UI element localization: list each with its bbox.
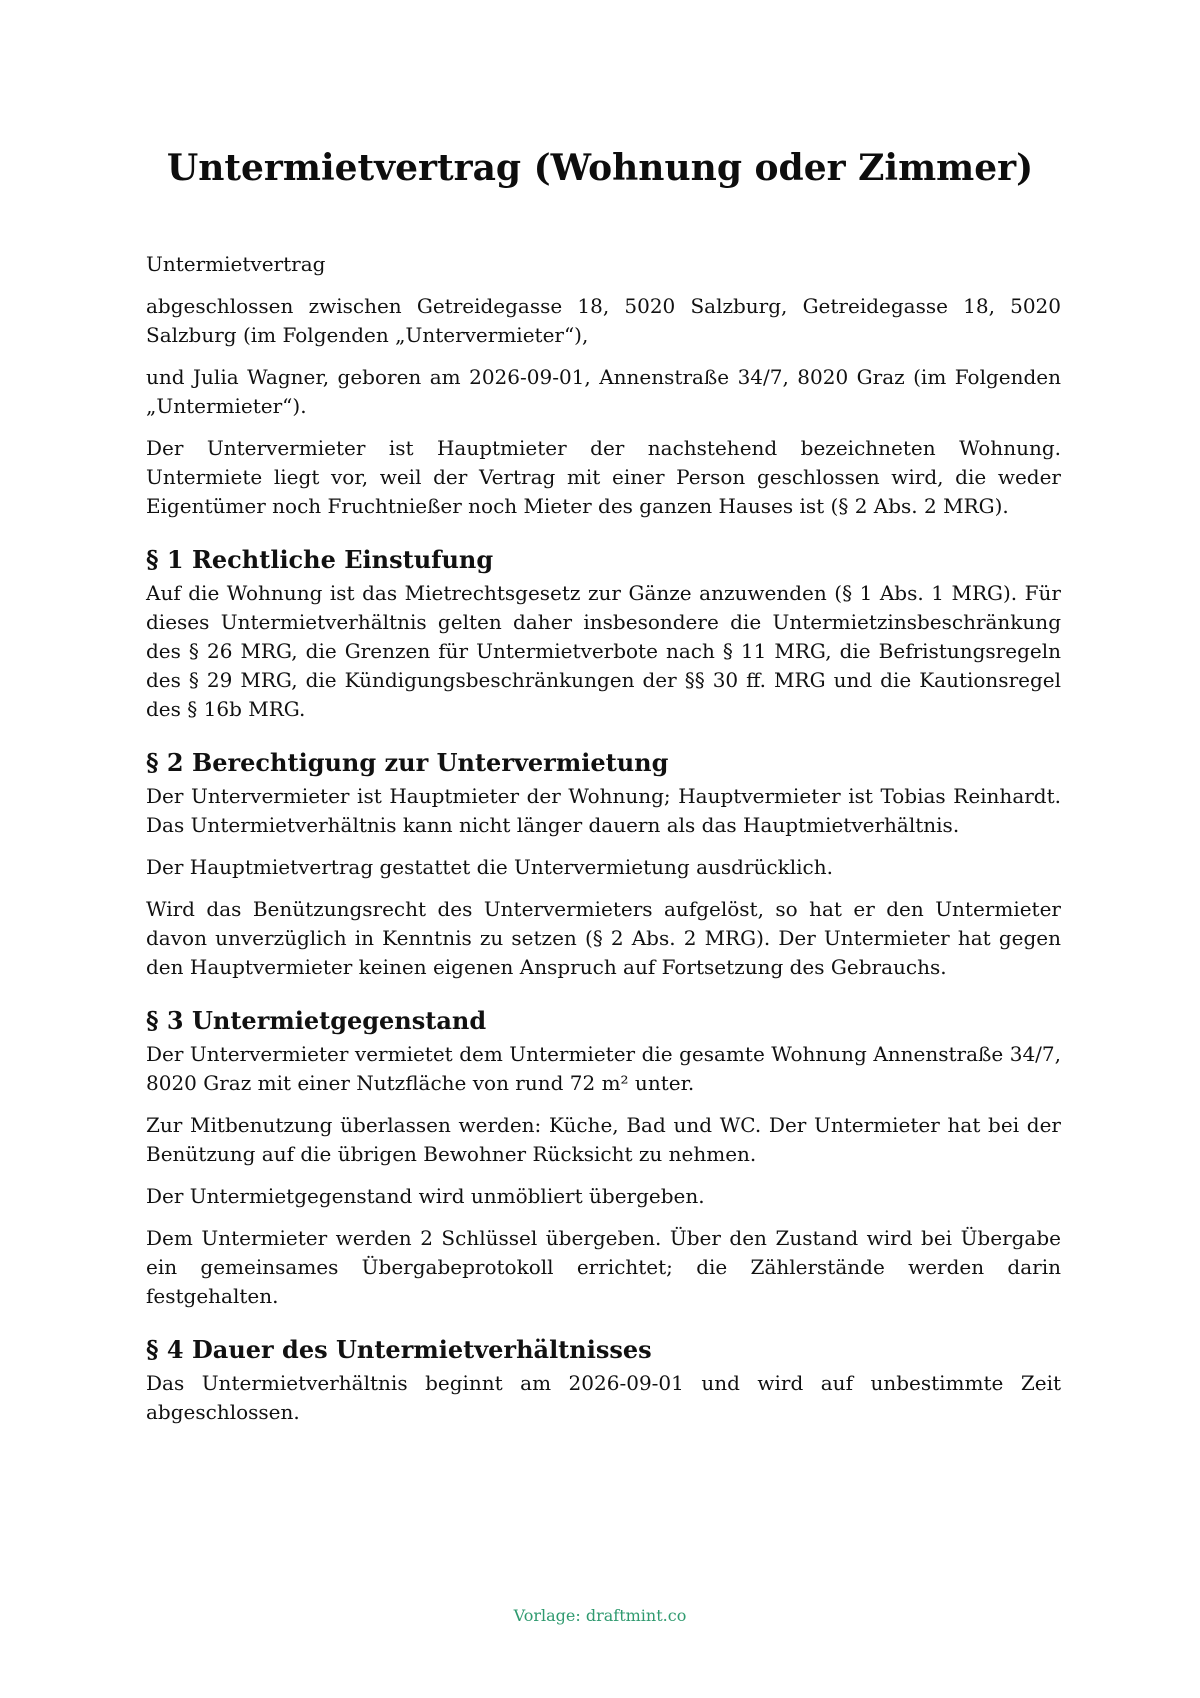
intro-subletting-note: Der Untervermieter ist Hauptmieter der nachstehend bezeichneten Wohnung. Untermiete liegt vor, weil der Vertrag mit einer Person geschlossen wird, die weder Eigentümer noch Fruchtnießer noch Mieter des ganzen Hauses ist (§ 2 Abs. 2 MRG).	[146, 436, 1061, 518]
section-heading-1: § 1 Rechtliche Einstufung	[146, 545, 494, 574]
section-heading-3: § 3 Untermietgegenstand	[146, 1006, 487, 1035]
section-2-paragraph: Wird das Benützungsrecht des Untervermieters aufgelöst, so hat er den Untermieter davon unverzüglich in Kenntnis zu setzen (§ 2 Abs. 2 MRG). Der Untermieter hat gegen den Hauptvermieter keinen eigenen Anspruch auf Fortsetzung des Gebrauchs.	[146, 897, 1061, 979]
section-heading-4: § 4 Dauer des Untermietverhältnisses	[146, 1335, 652, 1364]
intro-parties-tenant: und Julia Wagner, geboren am 2026-09-01, Annenstraße 34/7, 8020 Graz (im Folgenden „Untermieter“).	[146, 365, 1061, 418]
section-3-paragraph: Zur Mitbenutzung überlassen werden: Küche, Bad und WC. Der Untermieter hat bei der Benützung auf die übrigen Bewohner Rücksicht zu nehmen.	[146, 1113, 1061, 1166]
section-3-paragraph: Der Untermietgegenstand wird unmöbliert übergeben.	[146, 1184, 705, 1208]
intro-parties-landlord: abgeschlossen zwischen Getreidegasse 18, 5020 Salzburg, Getreidegasse 18, 5020 Salzburg (im Folgenden „Untervermieter“),	[146, 294, 1061, 347]
template-source-footer: Vorlage: draftmint.co	[513, 1606, 687, 1625]
section-2-paragraph: Der Hauptmietvertrag gestattet die Untervermietung ausdrücklich.	[146, 855, 833, 879]
section-3-paragraph: Dem Untermieter werden 2 Schlüssel übergeben. Über den Zustand wird bei Übergabe ein gemeinsames Übergabeprotokoll errichtet; die Zählerstände werden darin festgehalten.	[146, 1226, 1061, 1308]
document-body	[146, 250, 1061, 1440]
section-1-paragraph: Auf die Wohnung ist das Mietrechtsgesetz zur Gänze anzuwenden (§ 1 Abs. 1 MRG). Für dieses Untermietverhältnis gelten daher insbesondere die Untermietzinsbeschränkung des § 26 MRG, die Grenzen für Untermietverbote nach § 11 MRG, die Befristungsregeln des § 29 MRG, die Kündigungsbeschränkungen der §§ 30 ff. MRG und die Kautionsregel des § 16b MRG.	[146, 581, 1061, 721]
section-heading-2: § 2 Berechtigung zur Untervermietung	[146, 748, 669, 777]
document-title: Untermietvertrag (Wohnung oder Zimmer)	[166, 147, 1034, 189]
section-4-paragraph: Das Untermietverhältnis beginnt am 2026-09-01 und wird auf unbestimmte Zeit abgeschlossen.	[146, 1371, 1061, 1424]
section-2-paragraph: Der Untervermieter ist Hauptmieter der Wohnung; Hauptvermieter ist Tobias Reinhardt. Das Untermietverhältnis kann nicht länger dauern als das Hauptmietverhältnis.	[146, 784, 1061, 837]
section-3-paragraph: Der Untervermieter vermietet dem Untermieter die gesamte Wohnung Annenstraße 34/7, 8020 Graz mit einer Nutzfläche von rund 72 m² unter.	[146, 1042, 1061, 1095]
intro-label: Untermietvertrag	[146, 252, 326, 276]
